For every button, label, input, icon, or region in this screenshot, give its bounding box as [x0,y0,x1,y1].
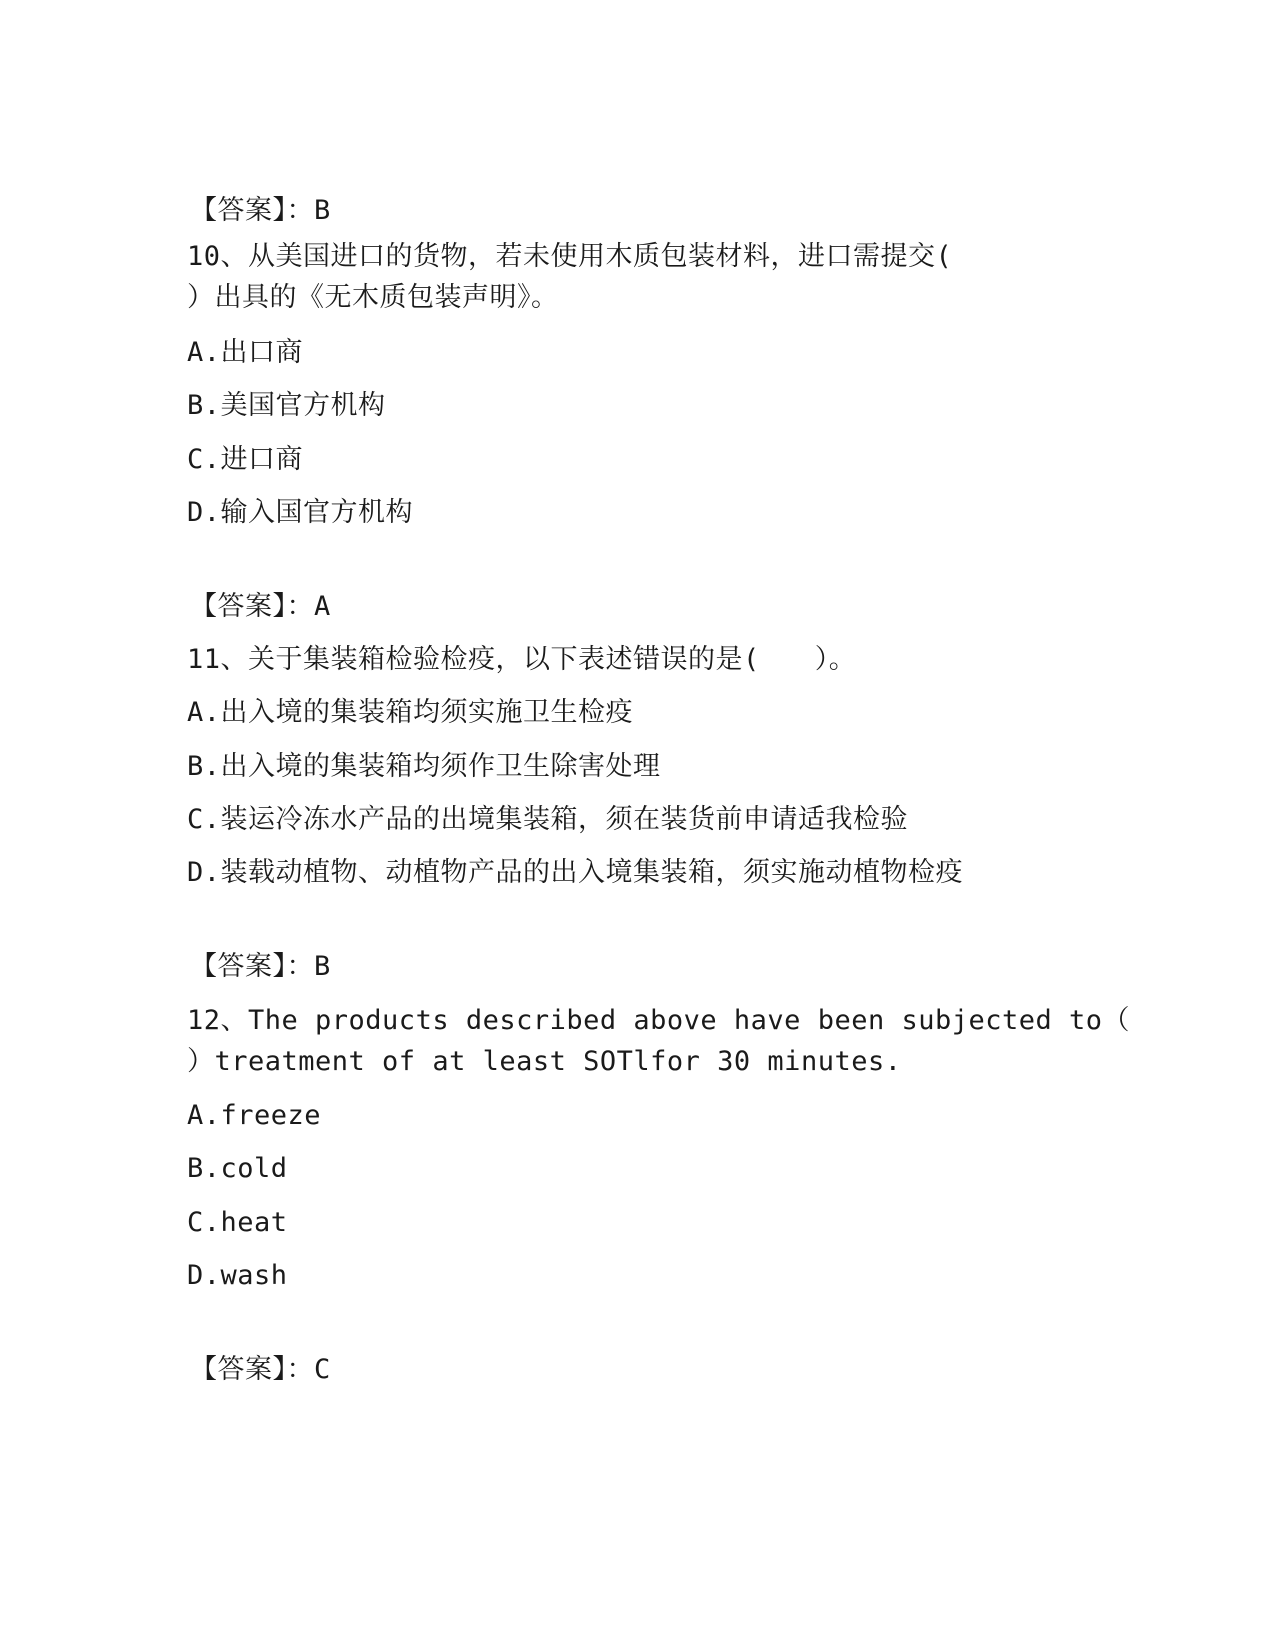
answer-label: 【答案】：B [190,195,331,226]
question-10-text-line-2: ）出具的《无木质包装声明》。 [187,282,559,313]
question-12-option-a: A.freeze [187,1100,322,1131]
question-11-option-c: C.装运冷冻水产品的出境集装箱，须在装货前申请适我检验 [187,804,909,835]
question-11-option-d: D.装载动植物、动植物产品的出入境集装箱，须实施动植物检疫 [187,857,964,888]
question-10-option-b: B.美国官方机构 [187,390,386,421]
question-10-option-c: C.进口商 [187,444,304,475]
question-11-option-a: A.出入境的集装箱均须实施卫生检疫 [187,697,634,728]
question-12-option-d: D.wash [187,1260,288,1291]
question-10-option-d: D.输入国官方机构 [187,497,414,528]
question-12-option-b: B.cold [187,1153,288,1184]
question-12-answer: 【答案】：C [190,1354,331,1385]
question-10-answer: 【答案】：A [190,591,331,622]
question-12-option-c: C.heat [187,1207,288,1238]
question-11-text: 11、关于集装箱检验检疫，以下表述错误的是( ）。 [187,644,857,675]
question-10-option-a: A.出口商 [187,337,304,368]
question-11-answer: 【答案】：B [190,951,331,982]
question-11-option-b: B.出入境的集装箱均须作卫生除害处理 [187,751,661,782]
question-12-text-line-2: ）treatment of at least SOTlfor 30 minutes. [187,1046,902,1077]
question-12-text-line-1: 12、The products described above have been subjected to（ [187,1005,1131,1036]
question-10-text-line-1: 10、从美国进口的货物，若未使用木质包装材料，进口需提交( [187,241,953,272]
